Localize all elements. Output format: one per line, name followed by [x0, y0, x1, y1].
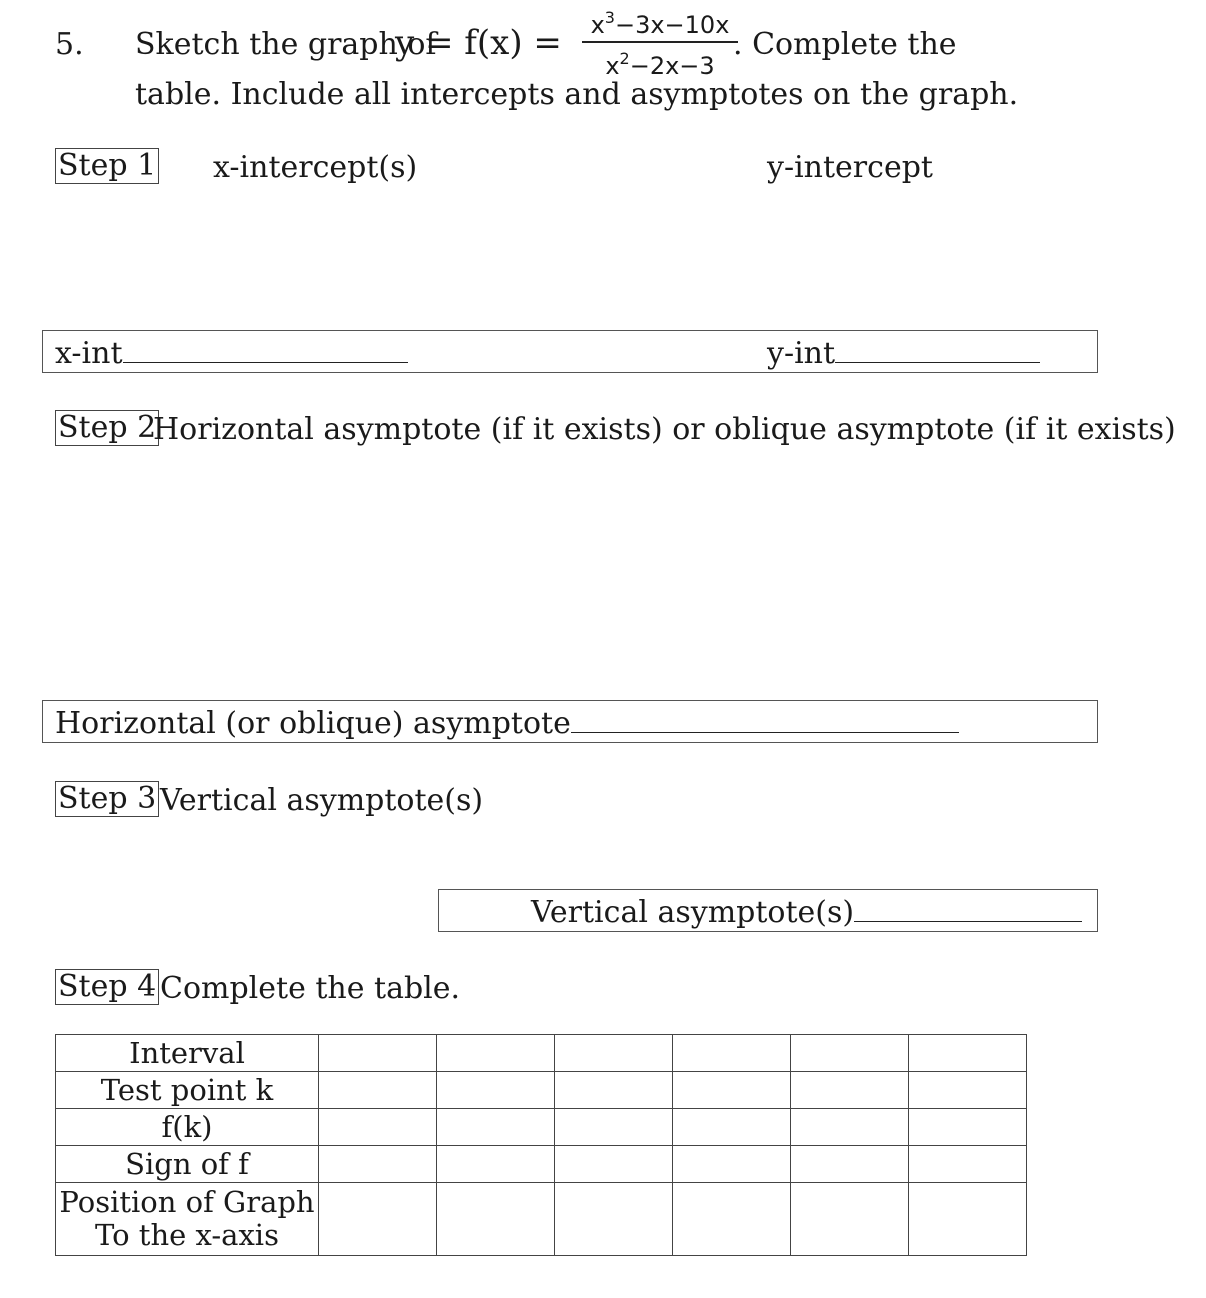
step1-label: [55, 148, 159, 184]
table-cell[interactable]: [791, 1146, 909, 1183]
step4-heading: Complete the table.: [160, 971, 461, 1006]
row-header-interval: Interval: [56, 1035, 319, 1072]
table-cell[interactable]: [791, 1035, 909, 1072]
table-row: [56, 1109, 1027, 1146]
table-cell[interactable]: [555, 1146, 673, 1183]
x-int-answer: [55, 334, 408, 372]
step2-label: [55, 410, 159, 446]
table-cell[interactable]: [673, 1035, 791, 1072]
row-header-sign: Sign of f: [56, 1146, 319, 1183]
x-intercept-heading: x-intercept(s): [213, 150, 418, 185]
step4-label: [55, 969, 159, 1005]
table-cell[interactable]: [909, 1146, 1027, 1183]
y-int-label: y-int: [767, 336, 836, 371]
table-cell[interactable]: [673, 1072, 791, 1109]
step3-label: [55, 781, 159, 817]
table-row: [56, 1035, 1027, 1072]
x-int-label: x-int: [55, 336, 123, 371]
table-cell[interactable]: [909, 1072, 1027, 1109]
fraction-bar: [582, 41, 738, 43]
table-cell[interactable]: [909, 1183, 1027, 1256]
table-cell[interactable]: [319, 1183, 437, 1256]
table-row: [56, 1072, 1027, 1109]
table-cell[interactable]: [555, 1109, 673, 1146]
table-cell[interactable]: [673, 1109, 791, 1146]
table-cell[interactable]: [673, 1183, 791, 1256]
table-cell[interactable]: [791, 1109, 909, 1146]
table-cell[interactable]: [673, 1146, 791, 1183]
function-fraction: [582, 4, 738, 80]
table-cell[interactable]: [555, 1035, 673, 1072]
table-cell[interactable]: [791, 1183, 909, 1256]
table-cell[interactable]: [319, 1146, 437, 1183]
y-int-answer: [767, 334, 1040, 372]
step2-badge: Step 2: [55, 410, 159, 446]
problem-prompt-line2: table. Include all intercepts and asymptotes on the graph.: [135, 77, 1019, 112]
table-cell[interactable]: [319, 1072, 437, 1109]
table-row: [56, 1146, 1027, 1183]
table-cell[interactable]: [909, 1109, 1027, 1146]
row-header-position: [56, 1183, 319, 1256]
y-int-blank[interactable]: [835, 334, 1040, 363]
vertical-asymptote-blank[interactable]: [854, 893, 1082, 922]
table-cell[interactable]: [437, 1035, 555, 1072]
table-cell[interactable]: [555, 1183, 673, 1256]
table-cell[interactable]: [437, 1183, 555, 1256]
step1-badge: Step 1: [55, 148, 159, 184]
table-cell[interactable]: [791, 1072, 909, 1109]
step4-badge: Step 4: [55, 969, 159, 1005]
table-row: [56, 1183, 1027, 1256]
intercepts-answer-box: [42, 330, 1098, 373]
step2-heading: Horizontal asymptote (if it exists) or oblique asymptote (if it exists): [153, 412, 1176, 447]
y-intercept-heading: y-intercept: [767, 150, 933, 185]
fraction-numerator: $x^3-3x-10x$: [590, 8, 730, 39]
row-header-test-point: Test point k: [56, 1072, 319, 1109]
table-cell[interactable]: [319, 1109, 437, 1146]
table-cell[interactable]: [437, 1146, 555, 1183]
row-header-f-k: f(k): [56, 1109, 319, 1146]
function-label: y = f(x) =: [395, 23, 562, 63]
table-cell[interactable]: [909, 1035, 1027, 1072]
asymptote-answer: [55, 704, 959, 742]
vertical-asymptote-answer-box: [438, 889, 1098, 932]
asymptote-blank[interactable]: [571, 704, 959, 733]
fraction-denominator: $x^2-2x-3$: [605, 49, 715, 80]
step3-heading: Vertical asymptote(s): [160, 783, 484, 818]
table-cell[interactable]: [437, 1072, 555, 1109]
table-cell[interactable]: [319, 1035, 437, 1072]
asymptote-label: Horizontal (or oblique) asymptote: [55, 706, 571, 741]
x-int-blank[interactable]: [123, 334, 408, 363]
problem-number: 5.: [55, 27, 84, 62]
asymptote-answer-box: [42, 700, 1098, 743]
problem-prompt-tail: . Complete the: [733, 27, 957, 62]
table-cell[interactable]: [555, 1072, 673, 1109]
position-line1: Position of Graph: [59, 1185, 315, 1219]
step3-badge: Step 3: [55, 781, 159, 817]
vertical-asymptote-answer: [531, 893, 1082, 931]
sign-table: [55, 1034, 1027, 1256]
vertical-asymptote-label: Vertical asymptote(s): [531, 895, 855, 930]
position-line2: To the x-axis: [95, 1218, 279, 1252]
problem-prompt-lead: Sketch the graph of: [135, 27, 437, 62]
table-cell[interactable]: [437, 1109, 555, 1146]
